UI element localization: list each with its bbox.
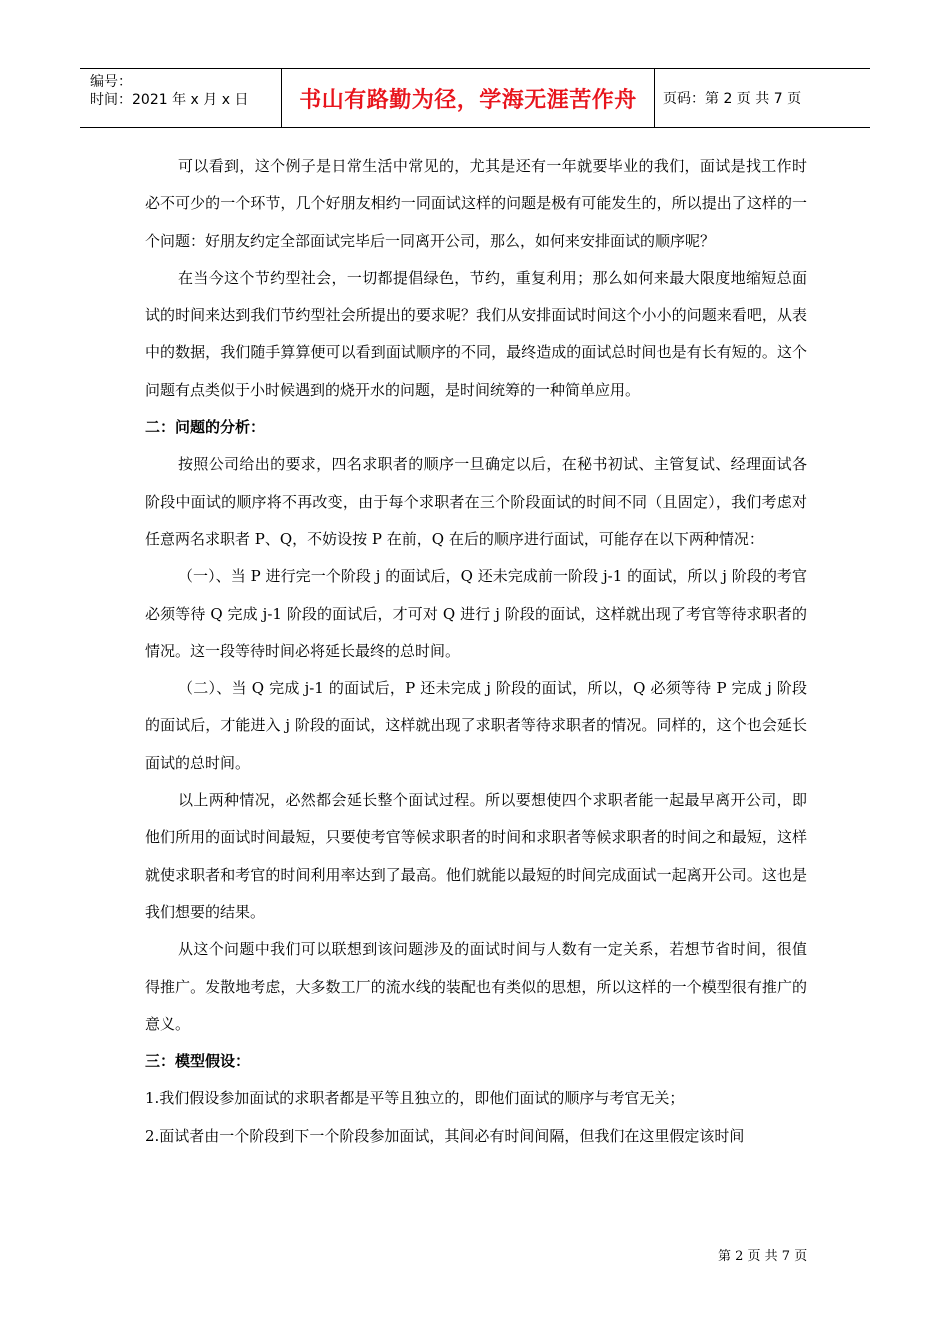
assumption-item: 2.面试者由一个阶段到下一个阶段参加面试，其间必有时间间隔，但我们在这里假定该时间	[145, 1126, 745, 1145]
paragraph: （一）、当 P 进行完一个阶段 j 的面试后，Q 还未完成前一阶段 j-1 的面试，所以 j 阶段的考官必须等待 Q 完成 j-1 阶段的面试后，才可对 Q 进行 j 阶段的面试，这样就出现了考官等待求职者的情况。这一段等待时间必将延长最终的总时间。	[145, 567, 807, 660]
page-footer: 第 2 页 共 7 页	[718, 1249, 808, 1264]
header-motto: 书山有路勤为径，学海无涯苦作舟	[281, 69, 655, 127]
paragraph: 在当今这个节约型社会，一切都提倡绿色，节约，重复利用；那么如何来最大限度地缩短总面试的时间来达到我们节约型社会所提出的要求呢？我们从安排面试时间这个小小的问题来看吧，从表中的数据，我们随手算算便可以看到面试顺序的不同，最终造成的面试总时间也是有长有短的。这个问题有点类似于小时候遇到的烧开水的问题，是时间统筹的一种简单应用。	[145, 268, 807, 399]
document-body	[145, 148, 807, 1155]
page-header	[80, 68, 870, 128]
header-meta	[80, 69, 281, 127]
header-page-number: 页码：第 2 页 共 7 页	[663, 91, 802, 107]
section-heading: 三：模型假设：	[145, 1052, 251, 1071]
paragraph: 从这个问题中我们可以联想到该问题涉及的面试时间与人数有一定关系，若想节省时间，很值得推广。发散地考虑，大多数工厂的流水线的装配也有类似的思想，所以这样的一个模型很有推广的意义。	[145, 940, 807, 1033]
section-heading: 二：问题的分析：	[145, 418, 266, 437]
assumption-item: 1.我们假设参加面试的求职者都是平等且独立的，即他们面试的顺序与考官无关；	[145, 1089, 685, 1108]
paragraph: 按照公司给出的要求，四名求职者的顺序一旦确定以后，在秘书初试、主管复试、经理面试各阶段中面试的顺序将不再改变，由于每个求职者在三个阶段面试的时间不同（且固定），我们考虑对任意两名求职者 P、Q，不妨设按 P 在前，Q 在后的顺序进行面试，可能存在以下两种情况：	[145, 455, 807, 548]
document-date-label: 时间：2021 年 x 月 x 日	[90, 92, 249, 108]
document-number-label: 编号：	[90, 74, 132, 90]
paragraph: 可以看到，这个例子是日常生活中常见的，尤其是还有一年就要毕业的我们，面试是找工作时必不可少的一个环节，几个好朋友相约一同面试这样的问题是极有可能发生的，所以提出了这样的一个问题：好朋友约定全部面试完毕后一同离开公司，那么，如何来安排面试的顺序呢？	[145, 157, 807, 250]
paragraph: 以上两种情况，必然都会延长整个面试过程。所以要想使四个求职者能一起最早离开公司，即他们所用的面试时间最短，只要使考官等候求职者的时间和求职者等候求职者的时间之和最短，这样就使求职者和考官的时间利用率达到了最高。他们就能以最短的时间完成面试一起离开公司。这也是我们想要的结果。	[145, 791, 807, 921]
paragraph: （二）、当 Q 完成 j-1 的面试后，P 还未完成 j 阶段的面试，所以，Q 必须等待 P 完成 j 阶段的面试后，才能进入 j 阶段的面试，这样就出现了求职者等待求职者的情况。同样的，这个也会延长面试的总时间。	[145, 679, 807, 772]
